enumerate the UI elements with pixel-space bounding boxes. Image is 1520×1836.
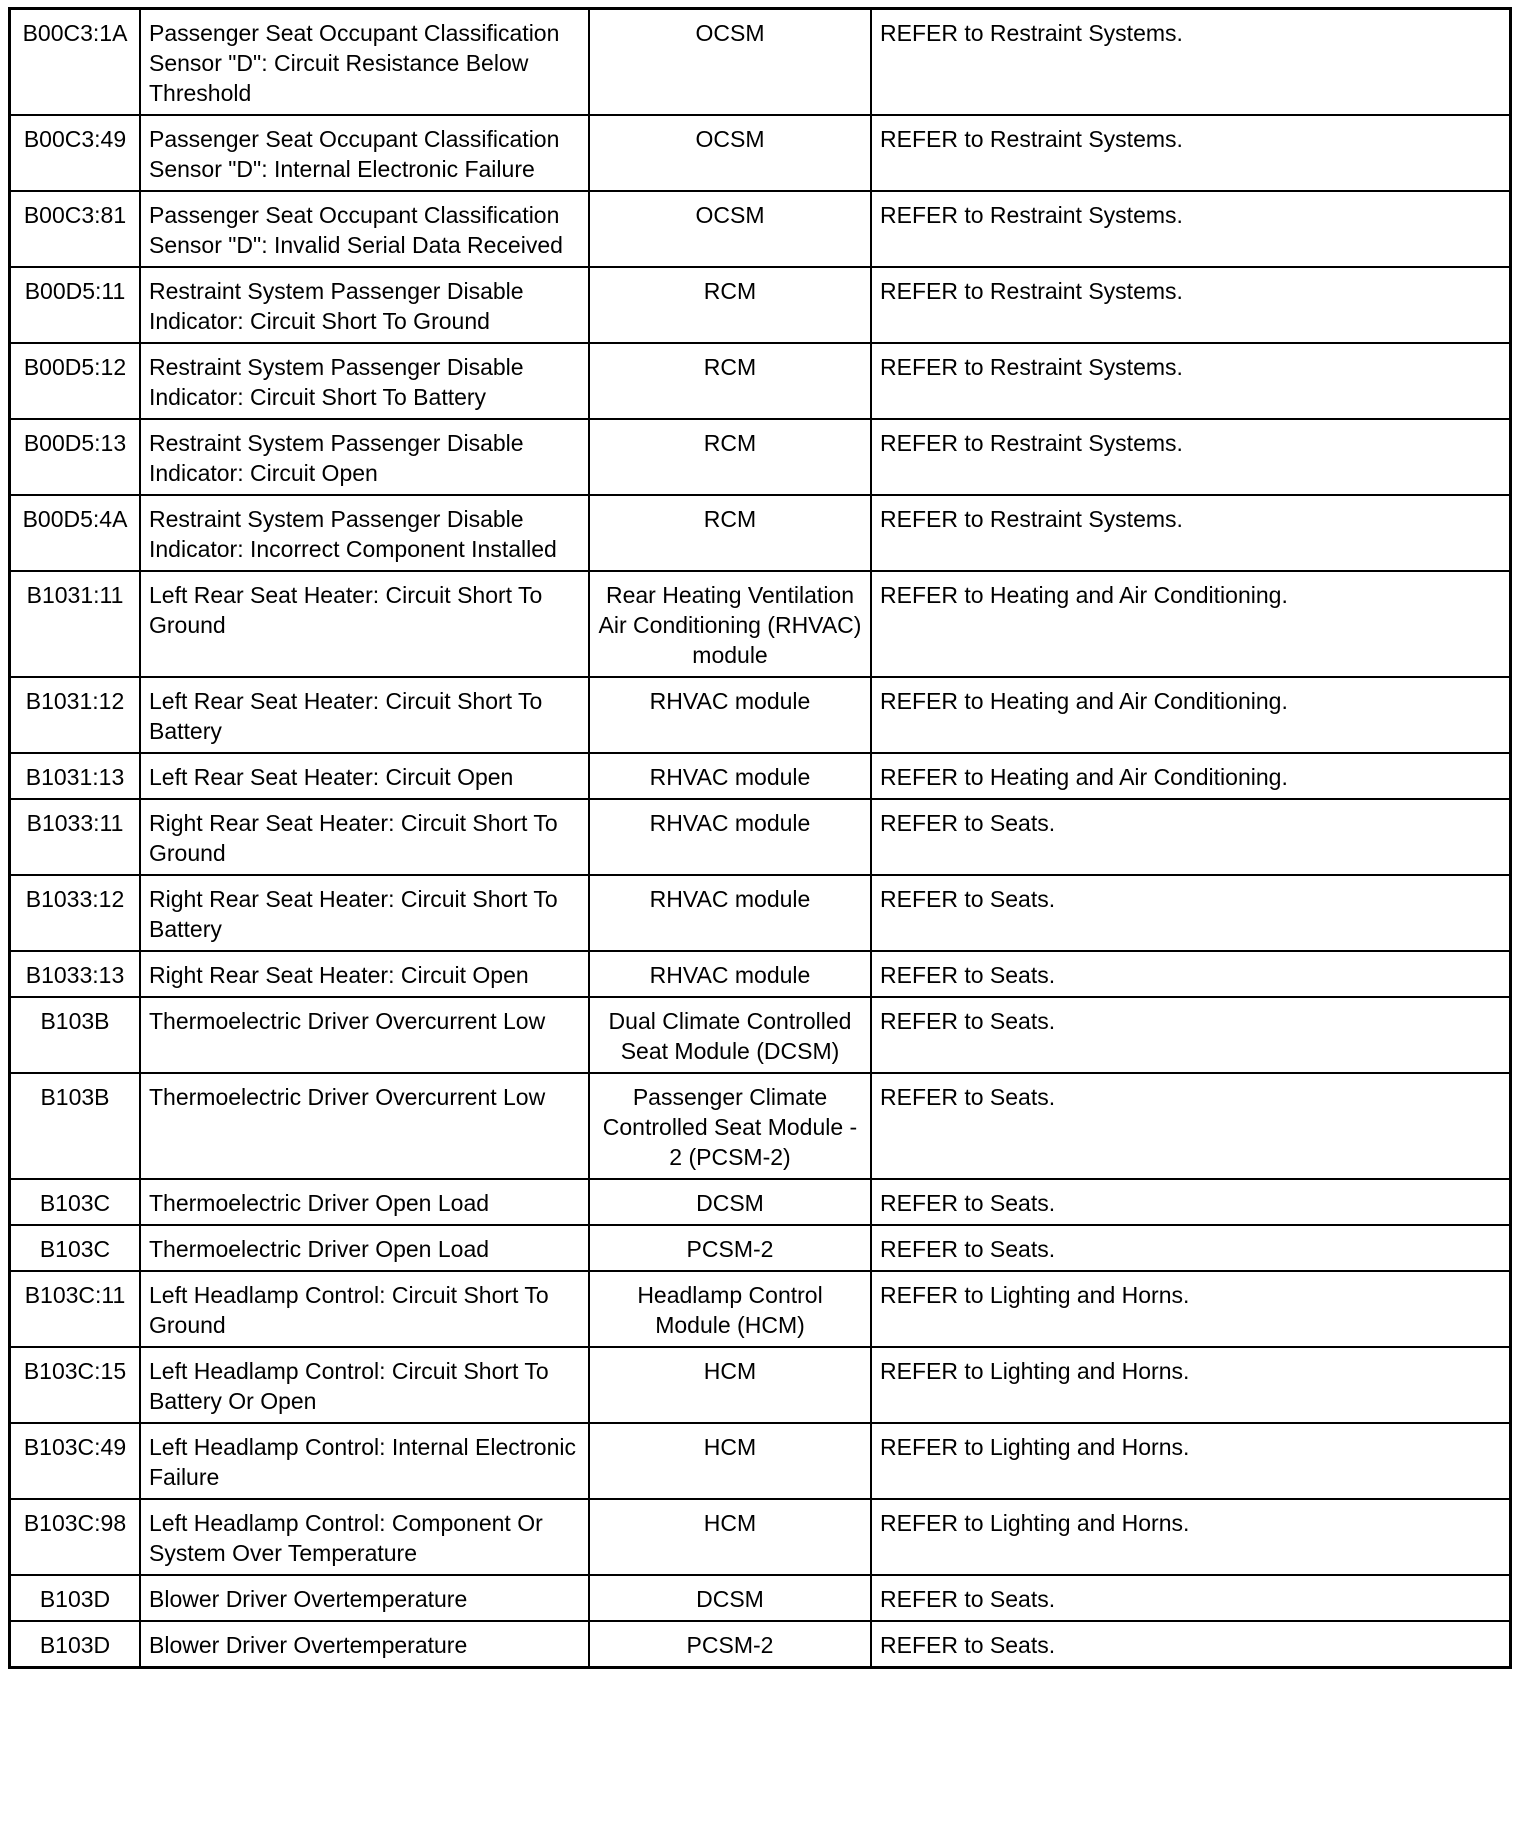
dtc-description: Thermoelectric Driver Open Load [140, 1225, 589, 1271]
dtc-action: REFER to Heating and Air Conditioning. [871, 677, 1509, 753]
dtc-action: REFER to Lighting and Horns. [871, 1499, 1509, 1575]
dtc-code: B1033:12 [11, 875, 140, 951]
dtc-table [11, 10, 1509, 1666]
dtc-module: RHVAC module [589, 677, 871, 753]
table-row [11, 1423, 1509, 1499]
dtc-action: REFER to Heating and Air Conditioning. [871, 753, 1509, 799]
dtc-code: B1031:12 [11, 677, 140, 753]
dtc-code: B00C3:81 [11, 191, 140, 267]
dtc-description: Restraint System Passenger Disable Indicator: Circuit Open [140, 419, 589, 495]
dtc-module: OCSM [589, 191, 871, 267]
dtc-module: RHVAC module [589, 753, 871, 799]
dtc-code: B00C3:1A [11, 10, 140, 115]
dtc-module: Rear Heating Ventilation Air Conditioning (RHVAC) module [589, 571, 871, 677]
dtc-module: DCSM [589, 1575, 871, 1621]
table-row [11, 1575, 1509, 1621]
dtc-description: Passenger Seat Occupant Classification Sensor "D": Internal Electronic Failure [140, 115, 589, 191]
dtc-code: B00D5:12 [11, 343, 140, 419]
dtc-description: Thermoelectric Driver Open Load [140, 1179, 589, 1225]
dtc-description: Right Rear Seat Heater: Circuit Short To Battery [140, 875, 589, 951]
dtc-module: RHVAC module [589, 951, 871, 997]
dtc-table-body [11, 10, 1509, 1666]
table-row [11, 753, 1509, 799]
dtc-description: Restraint System Passenger Disable Indicator: Circuit Short To Battery [140, 343, 589, 419]
dtc-table-container [8, 7, 1512, 1669]
dtc-module: Headlamp Control Module (HCM) [589, 1271, 871, 1347]
dtc-code: B103D [11, 1575, 140, 1621]
dtc-module: OCSM [589, 115, 871, 191]
dtc-description: Blower Driver Overtemperature [140, 1621, 589, 1666]
dtc-code: B1033:11 [11, 799, 140, 875]
dtc-module: PCSM-2 [589, 1225, 871, 1271]
dtc-description: Thermoelectric Driver Overcurrent Low [140, 1073, 589, 1179]
dtc-action: REFER to Lighting and Horns. [871, 1423, 1509, 1499]
table-row [11, 343, 1509, 419]
table-row [11, 1179, 1509, 1225]
dtc-module: RHVAC module [589, 875, 871, 951]
dtc-action: REFER to Restraint Systems. [871, 10, 1509, 115]
dtc-code: B103C:11 [11, 1271, 140, 1347]
dtc-action: REFER to Seats. [871, 1179, 1509, 1225]
dtc-description: Passenger Seat Occupant Classification Sensor "D": Circuit Resistance Below Threshold [140, 10, 589, 115]
table-row [11, 115, 1509, 191]
table-row [11, 1499, 1509, 1575]
dtc-module: DCSM [589, 1179, 871, 1225]
dtc-action: REFER to Lighting and Horns. [871, 1271, 1509, 1347]
table-row [11, 1271, 1509, 1347]
dtc-module: Passenger Climate Controlled Seat Module - 2 (PCSM-2) [589, 1073, 871, 1179]
dtc-action: REFER to Restraint Systems. [871, 115, 1509, 191]
dtc-description: Left Headlamp Control: Circuit Short To Ground [140, 1271, 589, 1347]
table-row [11, 419, 1509, 495]
dtc-description: Left Headlamp Control: Circuit Short To Battery Or Open [140, 1347, 589, 1423]
table-row [11, 951, 1509, 997]
dtc-description: Blower Driver Overtemperature [140, 1575, 589, 1621]
dtc-description: Passenger Seat Occupant Classification Sensor "D": Invalid Serial Data Received [140, 191, 589, 267]
dtc-action: REFER to Restraint Systems. [871, 267, 1509, 343]
dtc-description: Right Rear Seat Heater: Circuit Open [140, 951, 589, 997]
dtc-module: RCM [589, 343, 871, 419]
dtc-description: Left Rear Seat Heater: Circuit Open [140, 753, 589, 799]
dtc-code: B103C:49 [11, 1423, 140, 1499]
dtc-code: B1031:11 [11, 571, 140, 677]
dtc-description: Left Headlamp Control: Internal Electronic Failure [140, 1423, 589, 1499]
dtc-action: REFER to Heating and Air Conditioning. [871, 571, 1509, 677]
table-row [11, 1621, 1509, 1666]
dtc-code: B00D5:4A [11, 495, 140, 571]
table-row [11, 677, 1509, 753]
table-row [11, 875, 1509, 951]
dtc-description: Left Rear Seat Heater: Circuit Short To Ground [140, 571, 589, 677]
dtc-module: RCM [589, 495, 871, 571]
dtc-description: Restraint System Passenger Disable Indicator: Circuit Short To Ground [140, 267, 589, 343]
dtc-module: HCM [589, 1499, 871, 1575]
table-row [11, 571, 1509, 677]
table-row [11, 799, 1509, 875]
dtc-module: PCSM-2 [589, 1621, 871, 1666]
dtc-action: REFER to Restraint Systems. [871, 495, 1509, 571]
dtc-module: RCM [589, 419, 871, 495]
dtc-code: B103B [11, 1073, 140, 1179]
dtc-description: Left Rear Seat Heater: Circuit Short To Battery [140, 677, 589, 753]
dtc-action: REFER to Seats. [871, 951, 1509, 997]
dtc-code: B103C [11, 1225, 140, 1271]
table-row [11, 1225, 1509, 1271]
table-row [11, 1073, 1509, 1179]
table-row [11, 997, 1509, 1073]
dtc-code: B103D [11, 1621, 140, 1666]
dtc-code: B103C [11, 1179, 140, 1225]
table-row [11, 495, 1509, 571]
dtc-module: Dual Climate Controlled Seat Module (DCSM) [589, 997, 871, 1073]
dtc-action: REFER to Seats. [871, 1575, 1509, 1621]
dtc-action: REFER to Seats. [871, 1621, 1509, 1666]
dtc-action: REFER to Restraint Systems. [871, 419, 1509, 495]
dtc-action: REFER to Restraint Systems. [871, 343, 1509, 419]
dtc-description: Thermoelectric Driver Overcurrent Low [140, 997, 589, 1073]
table-row [11, 1347, 1509, 1423]
dtc-module: HCM [589, 1423, 871, 1499]
dtc-code: B103B [11, 997, 140, 1073]
dtc-action: REFER to Restraint Systems. [871, 191, 1509, 267]
dtc-action: REFER to Seats. [871, 1225, 1509, 1271]
dtc-module: HCM [589, 1347, 871, 1423]
dtc-description: Left Headlamp Control: Component Or System Over Temperature [140, 1499, 589, 1575]
dtc-code: B00C3:49 [11, 115, 140, 191]
dtc-description: Right Rear Seat Heater: Circuit Short To Ground [140, 799, 589, 875]
table-row [11, 267, 1509, 343]
dtc-action: REFER to Seats. [871, 875, 1509, 951]
dtc-code: B1031:13 [11, 753, 140, 799]
table-row [11, 10, 1509, 115]
dtc-code: B103C:98 [11, 1499, 140, 1575]
dtc-action: REFER to Seats. [871, 799, 1509, 875]
dtc-module: RHVAC module [589, 799, 871, 875]
dtc-module: RCM [589, 267, 871, 343]
dtc-action: REFER to Lighting and Horns. [871, 1347, 1509, 1423]
dtc-code: B00D5:11 [11, 267, 140, 343]
dtc-description: Restraint System Passenger Disable Indicator: Incorrect Component Installed [140, 495, 589, 571]
dtc-code: B1033:13 [11, 951, 140, 997]
dtc-module: OCSM [589, 10, 871, 115]
dtc-code: B103C:15 [11, 1347, 140, 1423]
dtc-code: B00D5:13 [11, 419, 140, 495]
dtc-action: REFER to Seats. [871, 997, 1509, 1073]
table-row [11, 191, 1509, 267]
dtc-action: REFER to Seats. [871, 1073, 1509, 1179]
